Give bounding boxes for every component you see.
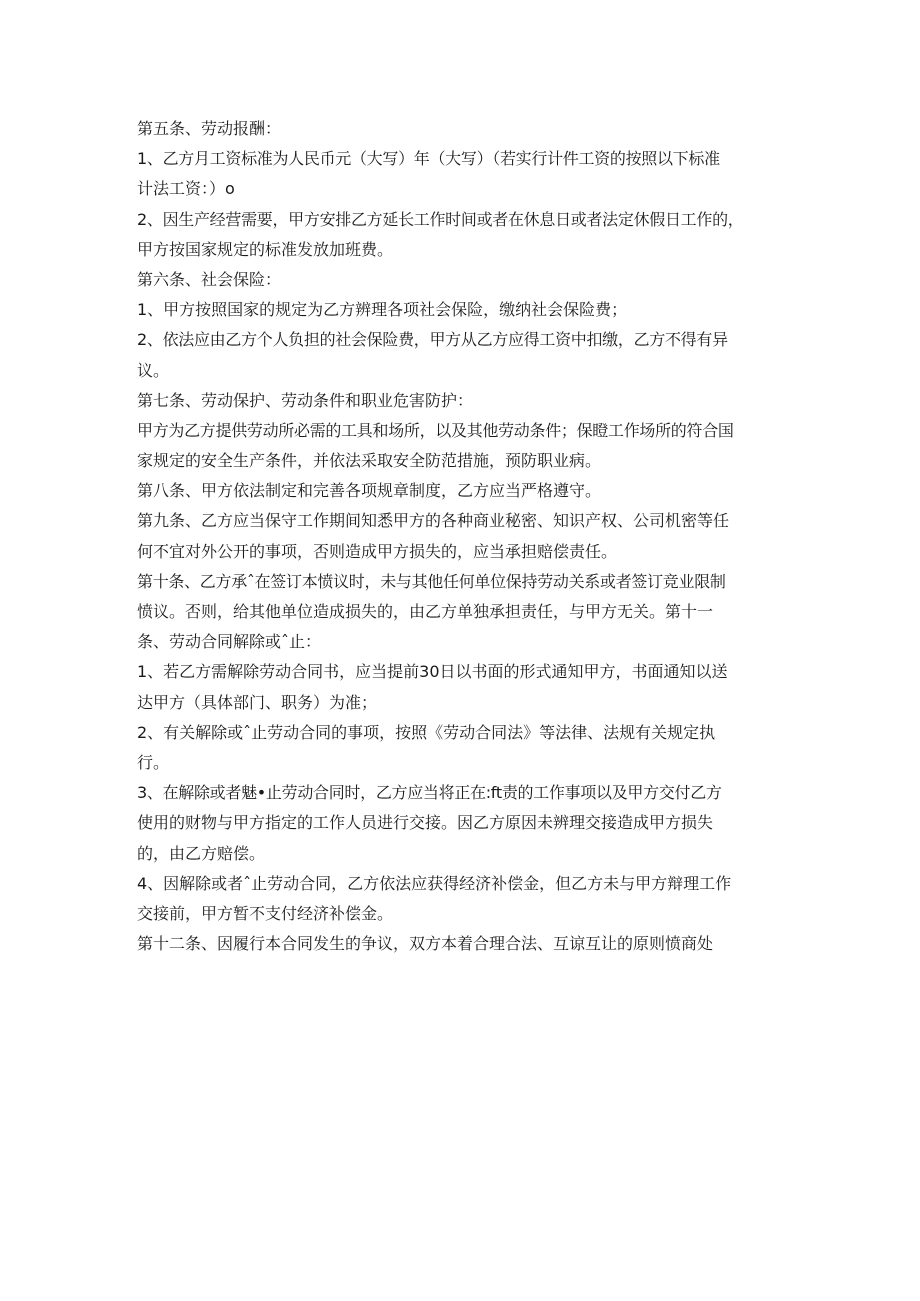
text-line: 行。 [137,752,170,772]
contract-text-body [137,114,817,959]
text-line: 1、若乙方需解除劳动合同书，应当提前30日以书面的形式通知甲方，书面通知以送 [137,662,728,682]
text-line: 使用的财物与甲方指定的工作人员进行交接。因乙方原因未辨理交接造成甲方损失 [137,813,714,833]
text-line: 甲方为乙方提供劳动所必需的工具和场所，以及其他劳动条件；保瞪工作场所的符合国 [137,420,734,440]
text-line: 交接前，甲方暂不支付经济补偿金。 [137,903,394,923]
text-line: 家规定的安全生产条件，并依法采取安全防范措施，预防职业病。 [137,451,602,471]
text-line: 3、在解除或者魅•止劳动合同时，乙方应当将正在:ft责的工作事项以及甲方交付乙方 [137,783,722,803]
text-line: 的，由乙方赔偿。 [137,843,266,863]
text-line: 甲方按国家规定的标准发放加班费。 [137,239,394,259]
text-line: 4、因解除或者ˆ止劳动合同，乙方依法应获得经济补偿金，但乙方未与甲方辩理工作 [137,873,732,893]
text-line: 达甲方（具体部门、职务）为准； [137,692,378,712]
text-line: 2、因生产经营需要，甲方安排乙方延长工作时间或者在休息日或者法定休假日工作的， [137,209,744,229]
text-line: 议。 [137,360,170,380]
article-10-text: 第十条、乙方承ˆ在签订本愤议时，未与其他任何单位保持劳动关系或者签订竞业限制 [137,571,726,591]
article-7-heading: 第七条、劳动保护、劳动条件和职业危害防护： [137,390,474,410]
text-line: 1、甲方按照国家的规定为乙方辨理各项社会保险，缴纳社会保险费； [137,300,628,320]
article-12-text: 第十二条、因履行本合同发生的争议，双方本着合理合法、互谅互让的原则愤商处 [137,934,714,954]
article-6-heading: 第六条、社会保险： [137,269,282,289]
text-line: 愤议。否则，给其他单位造成损失的，由乙方单独承担责任，与甲方无关。第十一 [137,602,714,621]
article-8-text: 第八条、甲方依法制定和完善各项规章制度，乙方应当严格遵守。 [137,481,602,501]
text-line: 条、劳动合同解除或ˆ止： [137,632,322,652]
text-line: 何不宜对外公开的事项，否则造成甲方损失的，应当承担赔偿责任。 [137,541,618,561]
text-line: 1、乙方月工资标准为人民币元（大写）年（大写）（若实行计件工资的按照以下标准 [137,149,720,169]
article-5-heading: 第五条、劳动报酬： [137,119,282,138]
article-9-text: 第九条、乙方应当保守工作期间知悉甲方的各种商业秘密、知识产权、公司机密等任 [137,511,730,531]
text-line: 2、依法应由乙方个人负担的社会保险费，甲方从乙方应得工资中扣缴，乙方不得有异 [137,330,728,350]
text-line: 计法工资：）o [137,179,235,199]
text-line: 2、有关解除或ˆ止劳动合同的事项，按照《劳动合同法》等法律、法规有关规定执 [137,722,716,742]
